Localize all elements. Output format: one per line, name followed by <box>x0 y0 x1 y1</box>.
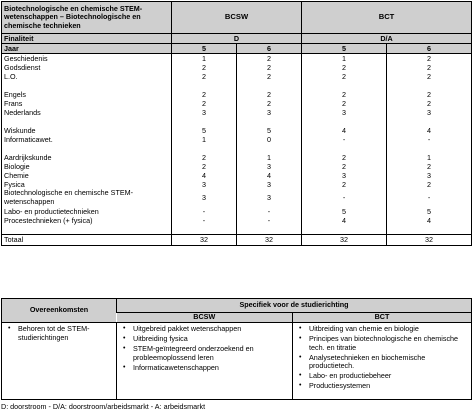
hours-cell: 1 <box>172 54 237 64</box>
hours-cell: 2 <box>237 63 302 72</box>
table-title: Biotechnologische en chemische STEM-wetenschappen – Biotechnologische en chemische technieken <box>2 2 172 34</box>
hours-cell: 2 <box>387 180 472 189</box>
hours-cell: 3 <box>172 108 237 117</box>
finaliteit-row <box>2 34 472 44</box>
year-row <box>2 44 472 54</box>
subject-row <box>2 216 472 225</box>
bullet-icon: • <box>299 335 302 342</box>
specifiek-header: Specifiek voor de studierichting <box>117 299 472 313</box>
bct-cell <box>293 323 472 400</box>
hours-cell <box>172 225 237 235</box>
hours-cell: 3 <box>387 108 472 117</box>
list-item <box>119 345 290 362</box>
hours-cell: 5 <box>302 207 387 216</box>
overeenkomsten-cell <box>2 323 117 400</box>
hours-cell: 0 <box>237 135 302 144</box>
list-item-text: Productiesystemen <box>309 381 371 391</box>
total-value: 32 <box>302 235 387 246</box>
hours-cell <box>172 117 237 126</box>
hours-cell: 4 <box>302 126 387 135</box>
hours-cell <box>302 225 387 235</box>
subject-name: Frans <box>4 99 23 108</box>
year-bcsw-6: 6 <box>237 44 302 54</box>
bullet-icon: • <box>123 335 126 342</box>
hours-cell: 3 <box>237 162 302 171</box>
hours-cell: 2 <box>387 162 472 171</box>
total-label: Totaal <box>2 235 172 246</box>
hours-cell: 3 <box>237 180 302 189</box>
hours-cell <box>302 117 387 126</box>
hours-cell: 2 <box>237 90 302 99</box>
hours-cell: 2 <box>237 54 302 64</box>
table-title-row <box>2 2 472 34</box>
hours-cell: 4 <box>172 171 237 180</box>
comparison-table <box>1 298 472 400</box>
subject-name: Aardrijkskunde <box>4 153 52 162</box>
list-item <box>295 372 469 381</box>
hours-cell: - <box>172 216 237 225</box>
finaliteit-label: Finaliteit <box>2 34 172 44</box>
hours-cell <box>387 81 472 90</box>
subject-name: Chemie <box>4 171 29 180</box>
hours-cell: - <box>302 135 387 144</box>
subject-name: Biotechnologische en chemische STEM-wetenschappen <box>4 189 134 206</box>
list-item <box>119 364 290 373</box>
list-item <box>295 325 469 334</box>
subject-name: Godsdienst <box>4 63 41 72</box>
total-value: 32 <box>387 235 472 246</box>
bcsw-list <box>119 325 290 372</box>
hours-cell: 2 <box>172 153 237 162</box>
hours-cell: 3 <box>302 108 387 117</box>
year-bct-5: 5 <box>302 44 387 54</box>
hours-cell: 2 <box>302 162 387 171</box>
subject-row <box>2 108 472 117</box>
total-value: 32 <box>172 235 237 246</box>
subject-name: Biologie <box>4 162 30 171</box>
subject-row <box>2 63 472 72</box>
column-header-bct: BCT <box>302 2 472 34</box>
column-header-bcsw: BCSW <box>172 2 302 34</box>
hours-cell <box>237 225 302 235</box>
overeenkomsten-list <box>4 325 114 342</box>
hours-cell: 5 <box>237 126 302 135</box>
subject-name: Nederlands <box>4 108 41 117</box>
subject-name: Fysica <box>4 180 25 189</box>
hours-cell: 2 <box>387 54 472 64</box>
subject-row <box>2 54 472 64</box>
year-bcsw-5: 5 <box>172 44 237 54</box>
year-bct-6: 6 <box>387 44 472 54</box>
hours-cell: - <box>302 189 387 207</box>
subject-row <box>2 189 472 207</box>
hours-cell: 4 <box>387 216 472 225</box>
bullet-icon: • <box>123 325 126 332</box>
list-item-text: Analysetechnieken en biochemische productietech. <box>309 352 426 371</box>
spacer-row <box>2 81 472 90</box>
bullet-icon: • <box>299 372 302 380</box>
subject-row <box>2 207 472 216</box>
bullet-icon: • <box>123 345 126 352</box>
hours-cell: 2 <box>172 162 237 171</box>
subjects-hours-table <box>1 1 472 246</box>
hours-cell: 3 <box>237 189 302 207</box>
subheader-bct: BCT <box>293 313 472 323</box>
hours-cell <box>302 144 387 153</box>
subject-name: L.O. <box>4 72 18 81</box>
finaliteit-bcsw: D <box>172 34 302 44</box>
footnote: D: doorstroom - D/A: doorstroom/arbeidsmarkt - A: arbeidsmarkt <box>1 402 206 411</box>
comparison-body-row <box>2 323 472 400</box>
total-row <box>2 235 472 246</box>
hours-cell: 1 <box>302 54 387 64</box>
list-item <box>295 382 469 391</box>
spacer-row <box>2 144 472 153</box>
subject-name: Procestechnieken (+ fysica) <box>4 216 93 225</box>
hours-cell: 3 <box>172 180 237 189</box>
hours-cell: 2 <box>237 99 302 108</box>
hours-cell: 2 <box>302 90 387 99</box>
subject-row <box>2 171 472 180</box>
subject-row <box>2 162 472 171</box>
subject-name: Engels <box>4 90 26 99</box>
bct-list <box>295 325 469 391</box>
list-item-text: Labo- en productiebeheer <box>309 371 392 381</box>
hours-cell: 4 <box>302 216 387 225</box>
hours-cell: 2 <box>302 63 387 72</box>
hours-cell: 2 <box>302 153 387 162</box>
comparison-header-row <box>2 299 472 313</box>
list-item <box>4 325 114 342</box>
hours-cell <box>172 144 237 153</box>
overeenkomsten-header: Overeenkomsten <box>2 299 117 323</box>
subject-name: Informaticawet. <box>4 135 53 144</box>
hours-cell: - <box>387 189 472 207</box>
subject-name: Labo- en productietechnieken <box>4 207 99 216</box>
hours-cell <box>387 117 472 126</box>
hours-cell <box>387 144 472 153</box>
hours-cell: 2 <box>387 72 472 81</box>
hours-cell: 2 <box>237 72 302 81</box>
hours-cell <box>172 81 237 90</box>
hours-cell <box>237 81 302 90</box>
subject-name <box>2 144 172 153</box>
hours-cell: 5 <box>387 207 472 216</box>
hours-cell: 2 <box>387 90 472 99</box>
list-item-text: Informaticawetenschappen <box>133 362 219 372</box>
subject-name <box>2 117 172 126</box>
list-item <box>119 325 290 334</box>
hours-cell: 2 <box>387 99 472 108</box>
hours-cell: 2 <box>387 63 472 72</box>
subject-name <box>2 225 172 235</box>
hours-cell <box>237 117 302 126</box>
subject-name: Geschiedenis <box>4 53 48 63</box>
subject-row <box>2 99 472 108</box>
hours-cell: 4 <box>387 126 472 135</box>
finaliteit-bct: D/A <box>302 34 472 44</box>
hours-cell: 3 <box>172 189 237 207</box>
hours-cell: 2 <box>172 90 237 99</box>
list-item <box>295 335 469 352</box>
bullet-icon: • <box>8 325 11 332</box>
subject-row <box>2 90 472 99</box>
list-item <box>119 335 290 344</box>
hours-cell: 4 <box>237 171 302 180</box>
hours-cell: 1 <box>172 135 237 144</box>
subject-row <box>2 72 472 81</box>
hours-cell: 3 <box>237 108 302 117</box>
bullet-icon: • <box>299 325 302 332</box>
list-item-text: Uitbreiding van chemie en biologie <box>309 324 419 333</box>
subject-name <box>2 81 172 90</box>
hours-cell: 3 <box>302 171 387 180</box>
hours-cell: - <box>387 135 472 144</box>
list-item-text: Behoren tot de STEM-studierichtingen <box>18 324 90 342</box>
hours-cell: 1 <box>387 153 472 162</box>
hours-cell: 3 <box>387 171 472 180</box>
subject-row <box>2 180 472 189</box>
hours-cell <box>387 225 472 235</box>
subheader-bcsw: BCSW <box>117 313 293 323</box>
hours-cell: 2 <box>172 63 237 72</box>
hours-cell: - <box>237 207 302 216</box>
list-item-text: Uitgebreid pakket wetenschappen <box>133 324 242 333</box>
list-item-text: Principes van biotechnologische en chemische tech. en titratie <box>309 334 459 352</box>
subject-name: Wiskunde <box>4 126 36 135</box>
total-value: 32 <box>237 235 302 246</box>
spacer-row <box>2 117 472 126</box>
subject-row <box>2 153 472 162</box>
hours-cell: 2 <box>302 99 387 108</box>
hours-cell: 2 <box>302 180 387 189</box>
jaar-label: Jaar <box>2 44 172 54</box>
hours-cell <box>302 81 387 90</box>
hours-cell: 2 <box>172 99 237 108</box>
hours-cell: - <box>172 207 237 216</box>
bullet-icon: • <box>299 382 302 390</box>
spacer-row <box>2 225 472 235</box>
subject-row <box>2 135 472 144</box>
hours-cell <box>237 144 302 153</box>
bullet-icon: • <box>299 353 302 361</box>
bullet-icon: • <box>123 363 126 371</box>
hours-cell: - <box>237 216 302 225</box>
bcsw-cell <box>117 323 293 400</box>
list-item <box>295 354 469 371</box>
list-item-text: STEM-geïntegreerd onderzoekend en probleemoplossend leren <box>133 344 254 362</box>
hours-cell: 2 <box>302 72 387 81</box>
hours-cell: 5 <box>172 126 237 135</box>
list-item-text: Uitbreiding fysica <box>133 334 188 343</box>
subject-row <box>2 126 472 135</box>
hours-cell: 1 <box>237 153 302 162</box>
hours-cell: 2 <box>172 72 237 81</box>
